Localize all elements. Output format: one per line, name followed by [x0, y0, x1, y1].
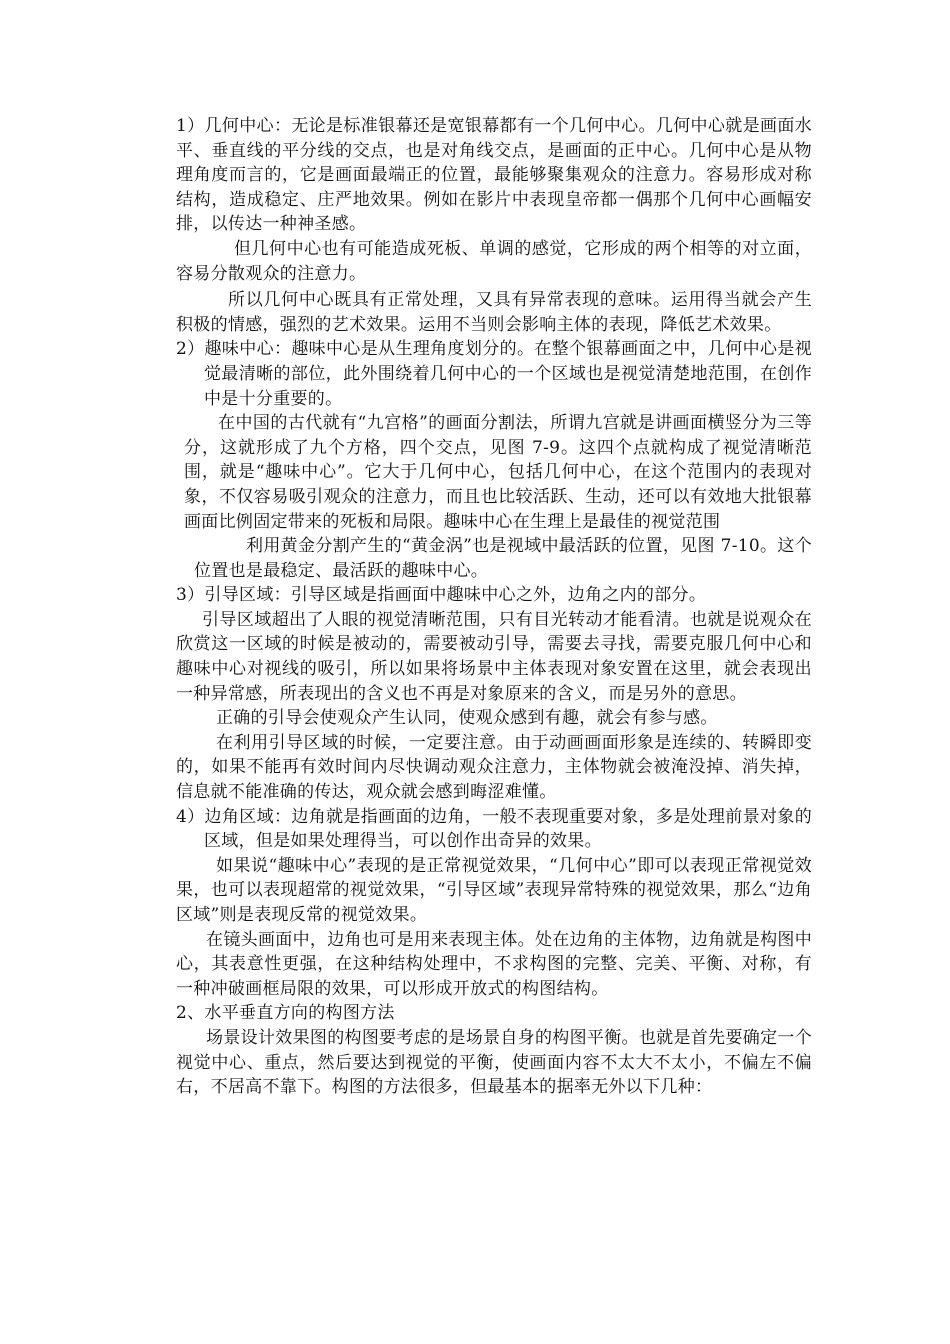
paragraph-scene-design-composition: 场景设计效果图的构图要考虑的是场景自身的构图平衡。也就是首先要确定一个视觉中心、重点，然后要达到视觉的平衡，使画面内容不太大不太小，不偏左不偏右，不居高不靠下。构图的方法很多，但最基本的据率无外以下几种： [176, 1027, 812, 1098]
paragraph-geometric-center: 1）几何中心：无论是标准银幕还是宽银幕都有一个几何中心。几何中心就是画面水平、垂直线的平分线的交点，也是对角线交点，是画面的正中心。几何中心是从物理角度而言的，它是画面最端正的位置，最能够聚集观众的注意力。容易形成对称结构，造成稳定、庄严地效果。例如在影片中表现皇帝都一偶那个几何中心画幅安排，以传达一种神圣感。 [176, 116, 812, 235]
paragraph-geometric-center-summary: 所以几何中心既具有正常处理，又具有异常表现的意味。运用得当就会产生积极的情感，强烈的艺术效果。运用不当则会影响主体的表现，降低艺术效果。 [176, 290, 812, 335]
paragraph-interest-center: 2）趣味中心：趣味中心是从生理角度划分的。在整个银幕画面之中，几何中心是视觉最清晰的部位，此外围绕着几何中心的一个区域也是视觉清楚地范围，在创作中是十分重要的。 [176, 339, 812, 409]
paragraph-guiding-area-detail: 引导区域超出了人眼的视觉清晰范围，只有目光转动才能看清。也就是说观众在欣赏这一区域的时候是被动的，需要被动引导，需要去寻找，需要克服几何中心和趣味中心对视线的吸引，所以如果将场景中主体表现对象安置在这里，就会表现出一种异常感，所表现出的含义也不再是对象原来的含义，而是另外的意思。 [176, 609, 812, 704]
paragraph-corner-area-subject: 在镜头画面中，边角也可是用来表现主体。处在边角的主体物，边角就是构图中心，其表意性更强，在这种结构处理中，不求构图的完整、完美、平衡、对称，有一种冲破画框局限的效果，可以形成开放式的构图结构。 [176, 929, 812, 999]
paragraph-geometric-center-drawback: 但几何中心也有可能造成死板、单调的感觉，它形成的两个相等的对立面，容易分散观众的注意力。 [176, 238, 812, 284]
paragraph-nine-grid: 在中国的古代就有“九宫格”的画面分割法，所谓九宫就是讲画面横竖分为三等分，这就形成了九个方格，四个交点，见图 7-9。这四个点就构成了视觉清晰范围，就是“趣味中心”。它大于几何中心，包括几何中心，在这个范围内的表现对象，不仅容易吸引观众的注意力，而且也比较活跃、生动，还可以有效地大批银幕画面比例固定带来的死板和局限。趣味中心在生理上是最佳的视觉范围 [184, 413, 812, 532]
paragraph-guiding-area-caution: 在利用引导区域的时候，一定要注意。由于动画画面形象是连续的、转瞬即变的，如果不能再有效时间内尽快调动观众注意力，主体物就会被淹没掉、消失掉，信息就不能准确的传达，观众就会感到晦涩难懂。 [176, 732, 812, 803]
document-page [176, 114, 812, 1100]
paragraph-guiding-area: 3）引导区域：引导区域是指画面中趣味中心之外，边角之内的部分。 [176, 585, 707, 606]
paragraph-golden-vortex: 利用黄金分割产生的“黄金涡”也是视域中最活跃的位置，见图 7-10。这个位置也是最稳定、最活跃的趣味中心。 [194, 536, 812, 581]
paragraph-corner-area-comparison: 如果说“趣味中心”表现的是正常视觉效果，“几何中心”即可以表现正常视觉效果，也可以表现超常的视觉效果，“引导区域”表现异常特殊的视觉效果，那么“边角区域”则是表现反常的视觉效果。 [176, 855, 812, 925]
paragraph-correct-guidance: 正确的引导会使观众产生认同，使观众感到有趣，就会有参与感。 [216, 708, 718, 729]
paragraph-corner-area: 4）边角区域：边角就是指画面的边角，一般不表现重要对象，多是处理前景对象的区域，但是如果处理得当，可以创作出奇异的效果。 [176, 806, 812, 852]
section-heading-horizontal-vertical: 2、水平垂直方向的构图方法 [176, 1003, 395, 1024]
